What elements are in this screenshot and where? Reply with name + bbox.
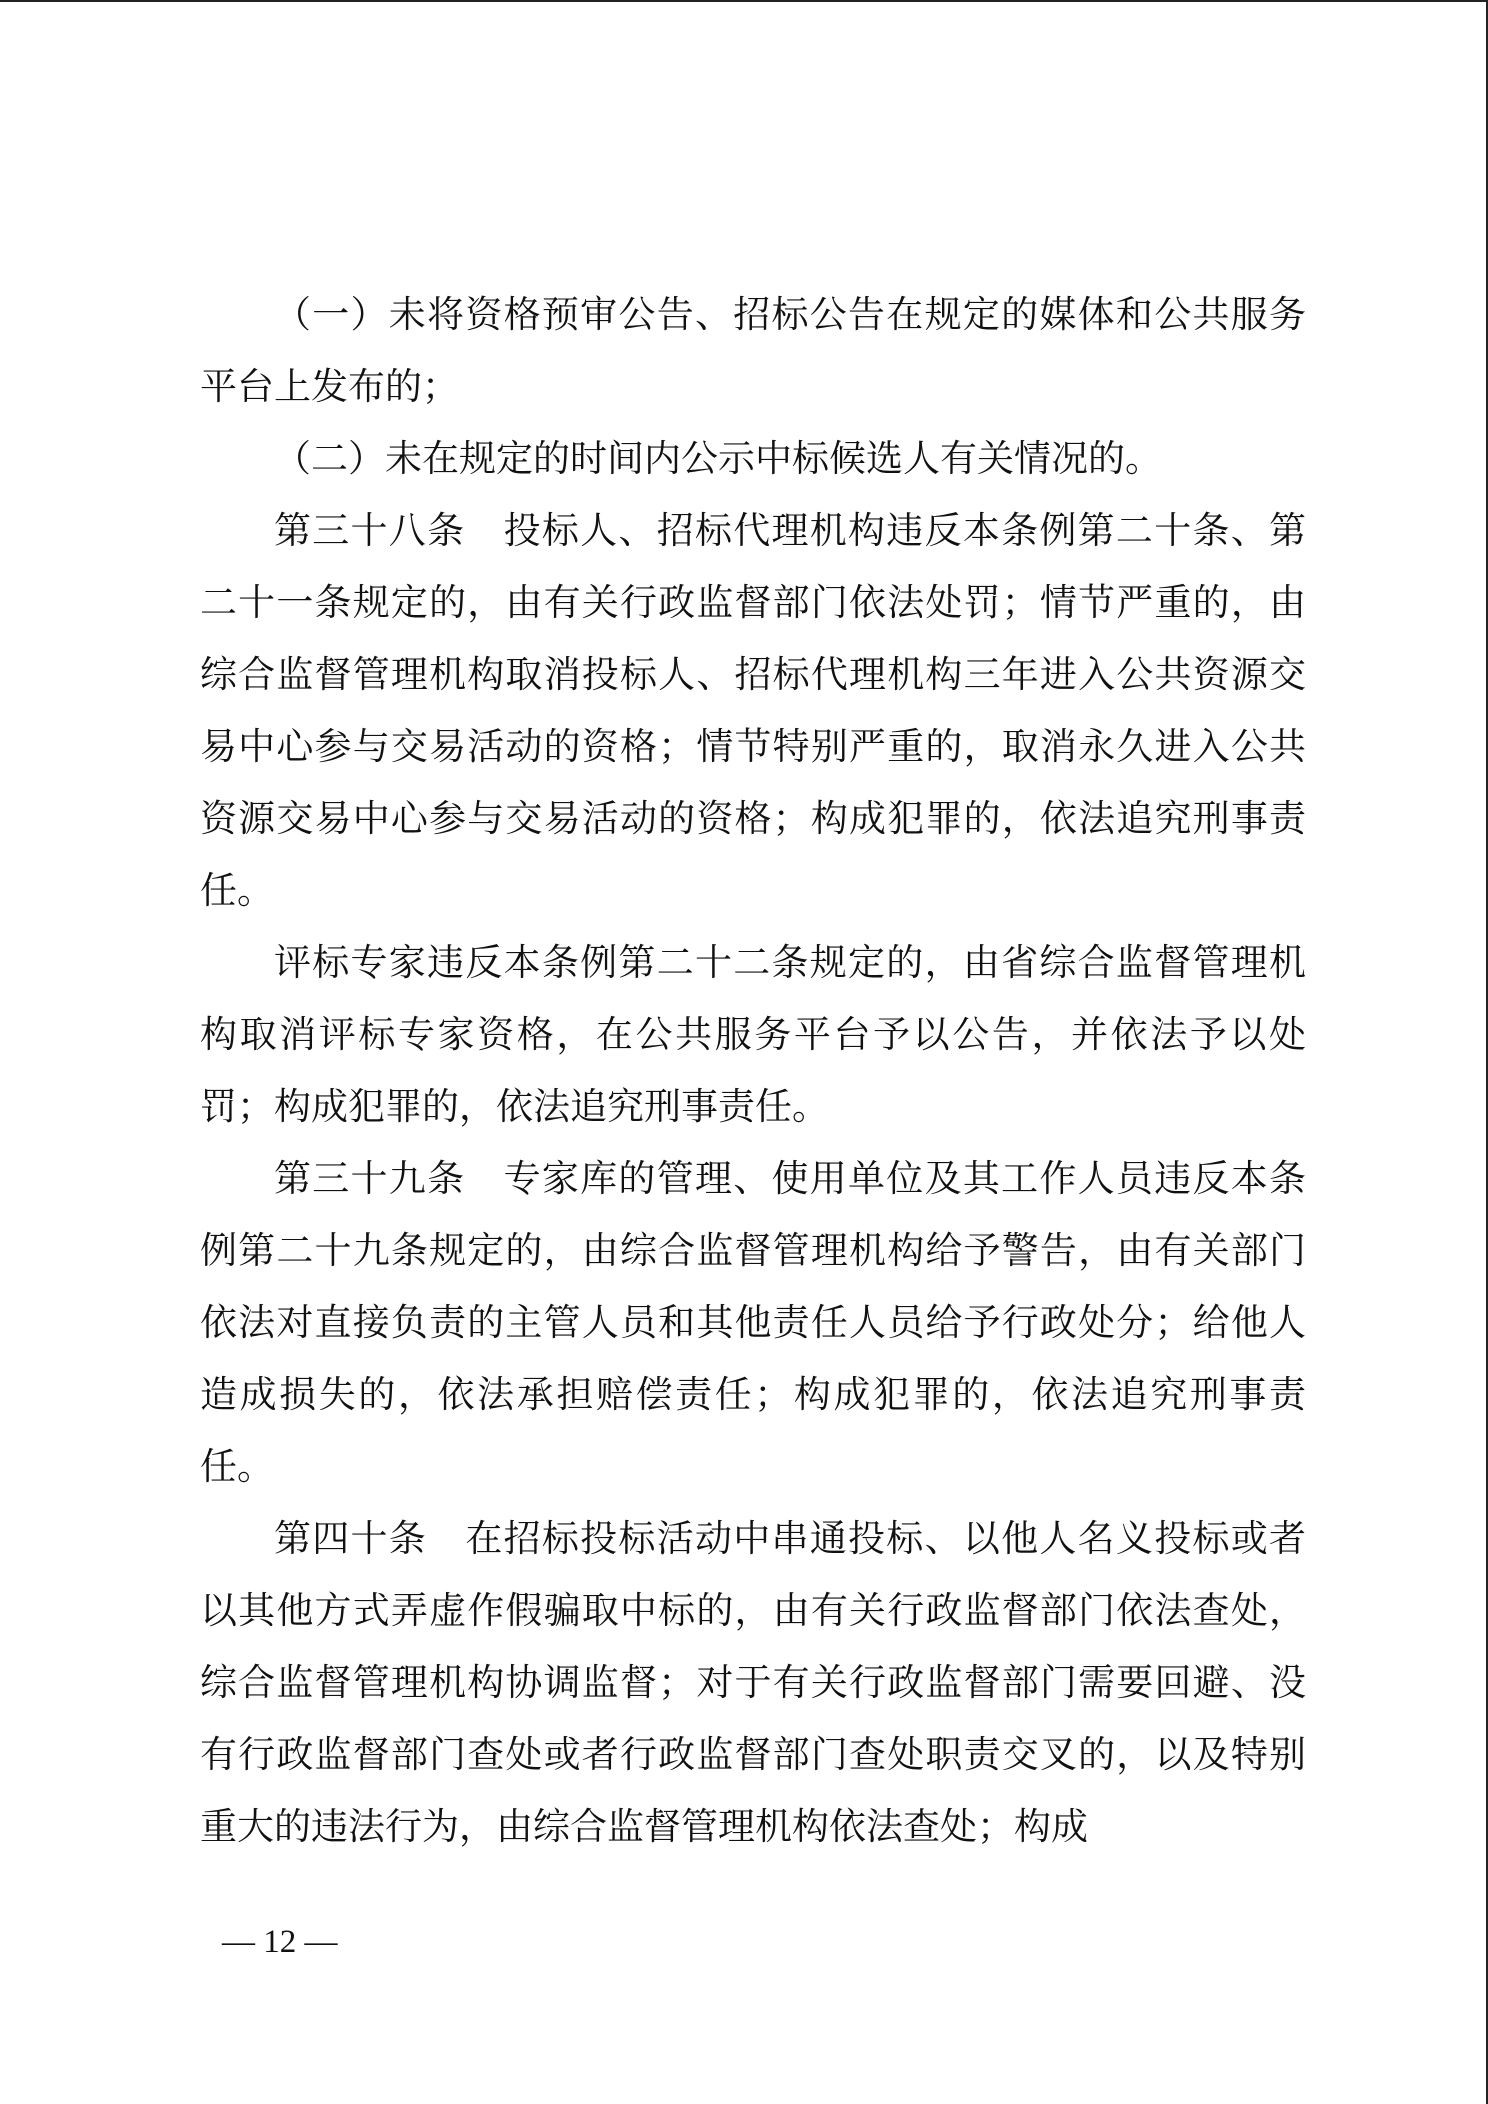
document-body — [200, 279, 1306, 1863]
page-number: — 12 — — [222, 1924, 338, 1960]
paragraph-expert-violation: 评标专家违反本条例第二十二条规定的，由省综合监督管理机构取消评标专家资格，在公共服务平台予以公告，并依法予以处罚；构成犯罪的，依法追究刑事责任。 — [200, 941, 1306, 1128]
paragraph-article-40: 第四十条 在招标投标活动中串通投标、以他人名义投标或者以其他方式弄虚作假骗取中标的，由有关行政监督部门依法查处，综合监督管理机构协调监督；对于有关行政监督部门需要回避、没有行政监督部门查处或者行政监督部门查处职责交叉的，以及特别重大的违法行为，由综合监督管理机构依法查处；构成 — [200, 1517, 1306, 1848]
paragraph-item-1: （一）未将资格预审公告、招标公告在规定的媒体和公共服务平台上发布的； — [200, 293, 1306, 408]
paragraph-article-38: 第三十八条 投标人、招标代理机构违反本条例第二十条、第二十一条规定的，由有关行政监督部门依法处罚；情节严重的，由综合监督管理机构取消投标人、招标代理机构三年进入公共资源交易中心参与交易活动的资格；情节特别严重的，取消永久进入公共资源交易中心参与交易活动的资格；构成犯罪的，依法追究刑事责任。 — [200, 509, 1306, 912]
paragraph-article-39: 第三十九条 专家库的管理、使用单位及其工作人员违反本条例第二十九条规定的，由综合监督管理机构给予警告，由有关部门依法对直接负责的主管人员和其他责任人员给予行政处分；给他人造成损失的，依法承担赔偿责任；构成犯罪的，依法追究刑事责任。 — [200, 1157, 1306, 1488]
paragraph-item-2: （二）未在规定的时间内公示中标候选人有关情况的。 — [274, 437, 1162, 480]
